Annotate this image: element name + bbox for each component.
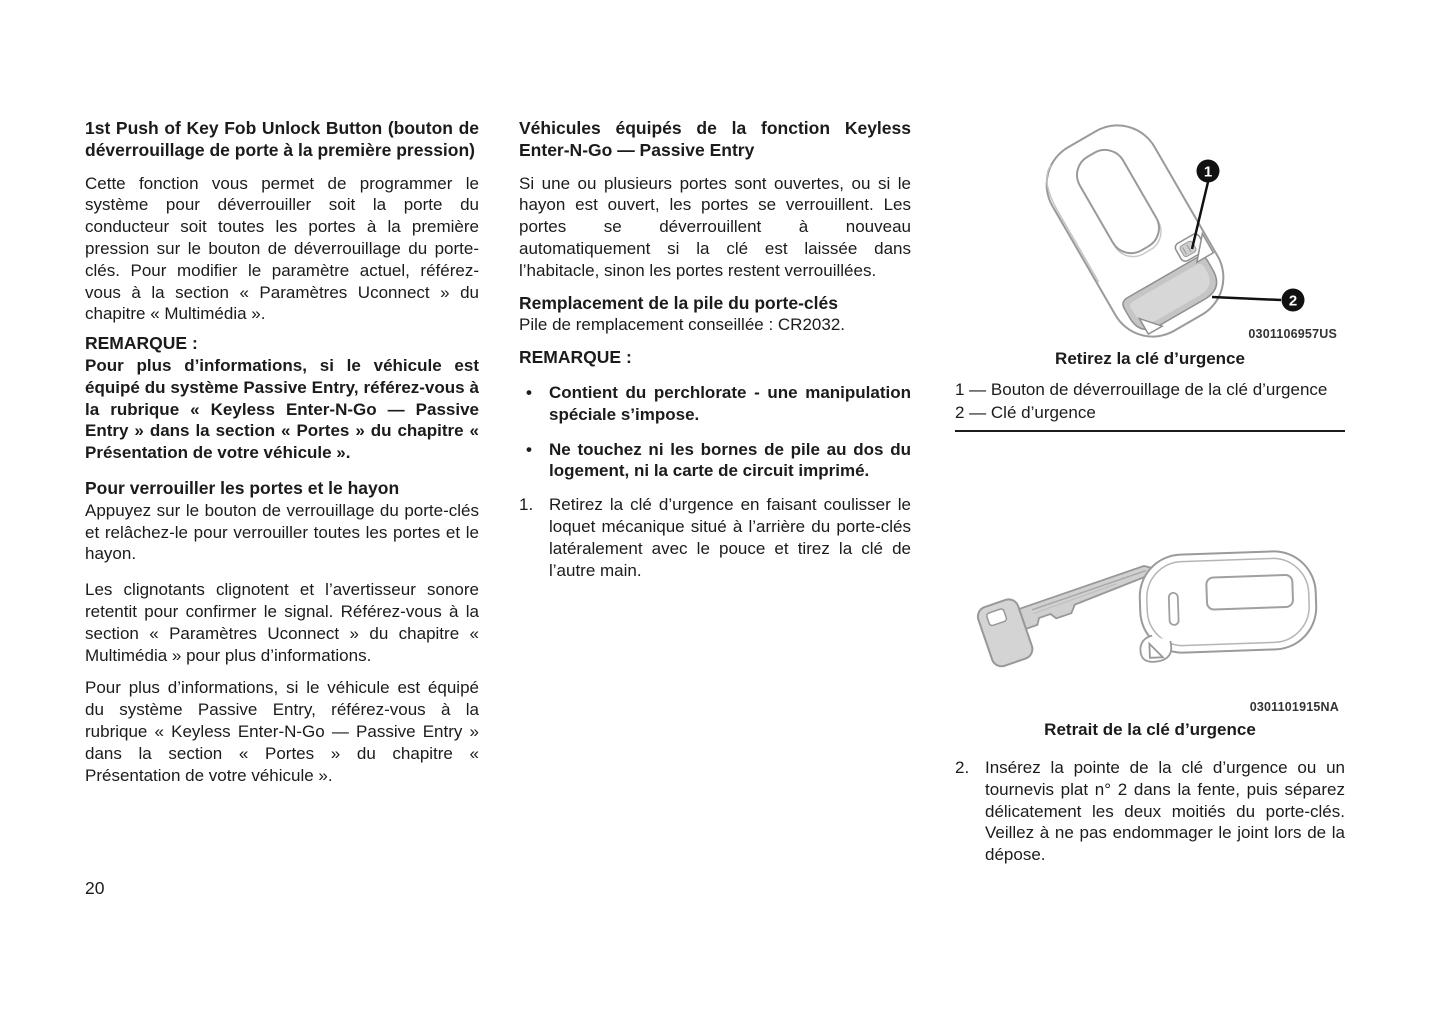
paragraph-signal-confirm: Les clignotants clignotent et l’avertisseur sonore retentit pour confirmer le signal. Référez-vous à la section « Paramètres Uconnect » du chapitre « Multimédia » pour plus d’informations. [85, 580, 479, 665]
legend-item-2: 2 — Clé d’urgence [955, 402, 1096, 422]
paragraph-lock-button: Appuyez sur le bouton de verrouillage du porte-clés et relâchez-le pour verrouiller toutes les portes et le hayon. [85, 500, 479, 564]
step-2 [955, 757, 1345, 866]
figure-code: 0301101915NA [1249, 700, 1339, 714]
key-fob-body [1031, 113, 1239, 345]
bullet-text-perchlorate: Contient du perchlorate - une manipulation spéciale s’impose. [549, 382, 911, 424]
subheading-battery-replacement: Remplacement de la pile du porte-clés [519, 292, 838, 313]
section-heading-keyless: Véhicules équipés de la fonction Keyless Enter-N-Go — Passive Entry [519, 118, 911, 160]
bullet-text-terminals: Ne touchez ni les bornes de pile au dos du logement, ni la carte de circuit imprimé. [549, 439, 911, 481]
note-label: REMARQUE : [85, 333, 198, 354]
legend-item-1: 1 — Bouton de déverrouillage de la clé d’urgence [955, 380, 1328, 399]
bullet-icon: • [526, 439, 532, 459]
svg-text:2: 2 [1288, 292, 1298, 310]
figure-key-removed [955, 545, 1345, 714]
note-label-2: REMARQUE : [519, 347, 632, 368]
list-item-terminals [519, 439, 911, 483]
figure-legend [955, 379, 1345, 424]
column-right [955, 113, 1345, 866]
figure-code: 0301106957US [1248, 327, 1337, 341]
paragraph-doors-relock: Si une ou plusieurs portes sont ouvertes, ou si le hayon est ouvert, les portes se verrouillent. Les portes se déverrouillent à nouveau automatiquement si la clé est laissée dans l’habitacle, sinon les portes restent verrouillées. [519, 173, 911, 280]
key-fob-shell [1137, 550, 1318, 662]
key-fob-angled-illustration [955, 113, 1345, 345]
figure-remove-emergency-key [955, 113, 1345, 345]
subheading-lock-doors: Pour verrouiller les portes et le hayon [85, 477, 400, 498]
step-1-number: 1. [519, 495, 534, 515]
emergency-key-removed-illustration [955, 545, 1345, 695]
paragraph-program-system: Cette fonction vous permet de programmer le système pour déverrouiller soit la porte du conducteur soit toutes les portes à la première pression sur le bouton de déverrouillage du porte-clés. Pour modifier le paramètre actuel, référez-vous à la section « Paramètres Uconnect » du chapitre « Multimédia ». [85, 173, 479, 324]
step-2-number: 2. [955, 758, 970, 777]
callout-2-badge [1282, 289, 1305, 312]
step-2-text: Insérez la pointe de la clé d’urgence ou un tournevis plat n° 2 dans la fente, puis séparez délicatement les deux moitiés du porte-clés. Veillez à ne pas endommager le joint lors de la dépose. [985, 758, 1345, 865]
bullet-icon: • [526, 382, 532, 402]
paragraph-battery-type: Pile de remplacement conseillée : CR2032. [519, 315, 846, 335]
page-number: 20 [85, 878, 105, 898]
column-left [85, 118, 479, 797]
step-1-text: Retirez la clé d’urgence en faisant coulisser le loquet mécanique situé à l’arrière du porte-clés latéralement avec le pouce et tirez la clé de l’autre main. [549, 495, 911, 580]
figure-caption-key-removal: Retrait de la clé d’urgence [1044, 720, 1256, 739]
list-item-perchlorate [519, 382, 911, 426]
column-middle [519, 118, 911, 581]
step-1 [519, 494, 911, 581]
svg-text:1: 1 [1203, 163, 1213, 181]
note-text: Pour plus d’informations, si le véhicule est équipé du système Passive Entry, référez-vous à la rubrique « Keyless Enter-N-Go — Passive Entry » dans la section « Portes » du chapitre « Présentation de votre véhicule ». [85, 355, 479, 463]
section-heading-unlock-button: 1st Push of Key Fob Unlock Button (bouton de déverrouillage de porte à la première pression) [85, 118, 479, 160]
callout-1-badge [1197, 160, 1220, 183]
paragraph-passive-entry-info: Pour plus d’informations, si le véhicule est équipé du système Passive Entry, référez-vous à la rubrique « Keyless Enter-N-Go — Passive Entry » dans la section « Portes » du chapitre « Présentation de votre véhicule ». [85, 678, 479, 785]
figure-caption-remove-key: Retirez la clé d’urgence [1055, 349, 1245, 368]
legend-divider [955, 430, 1345, 432]
